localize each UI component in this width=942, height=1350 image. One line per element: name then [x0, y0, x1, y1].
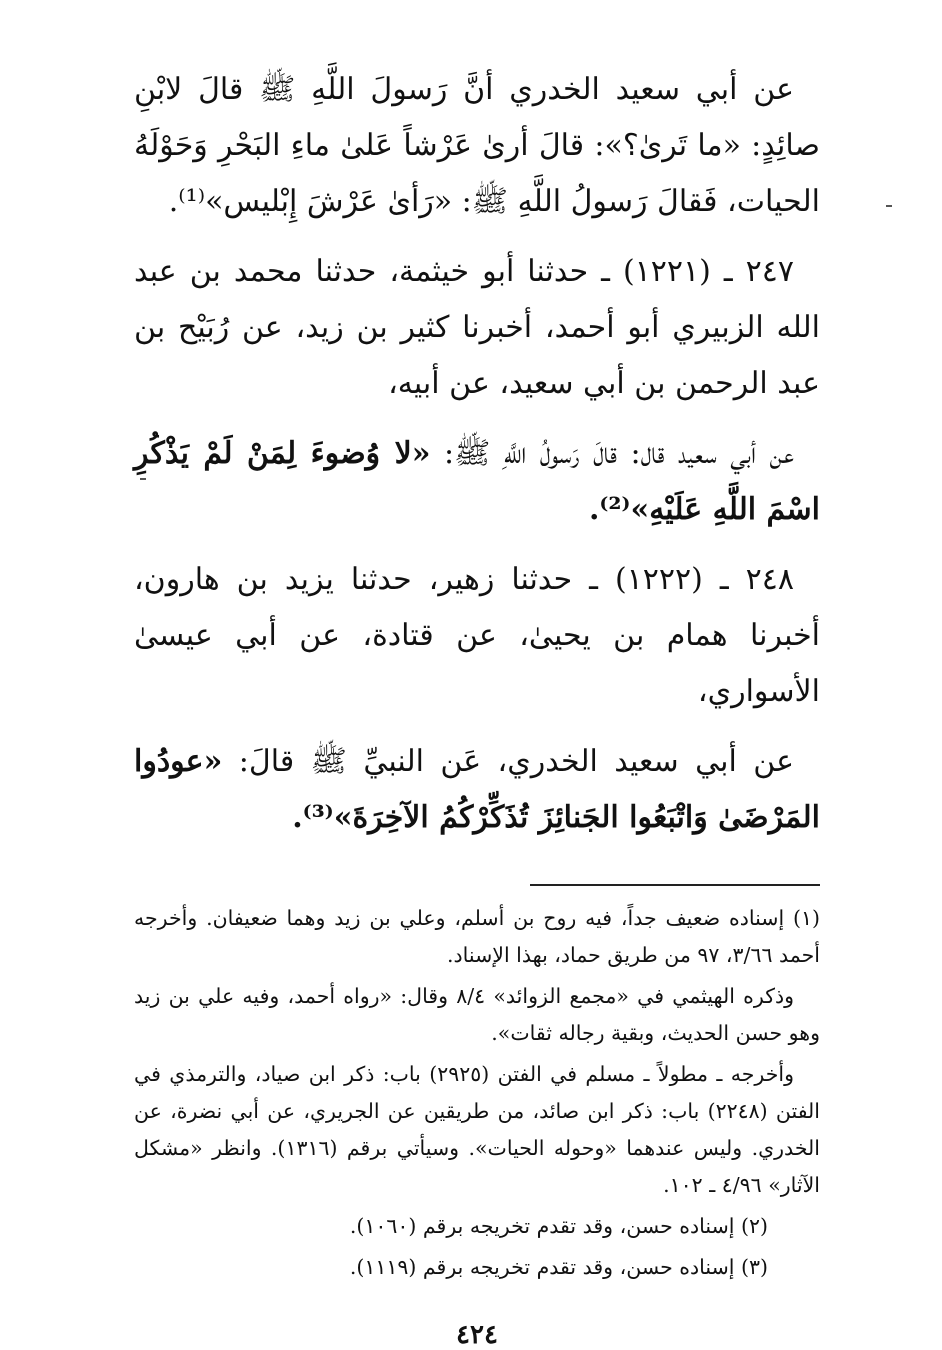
footnote-separator [530, 884, 820, 886]
hadith-intro: عن أبي سعيد الخدري، عَن النبيِّ ﷺ قالَ: [238, 744, 794, 779]
hadith-text-1: عن أبي سعيد الخدري أنَّ رَسولَ اللَّهِ ﷺ قالَ لابْنِ صائِدٍ: «ما تَرىٰ؟»: قالَ أرىٰ عَرْشاً عَلىٰ ماءِ البَحْرِ وَحَوْلَهُ الحيات، فَقالَ رَسولُ اللَّهِ ﷺ: «رَأىٰ عَرْشَ إِبْليس»⁽¹⁾. [134, 72, 820, 219]
footnote-3: (٣) إسناده حسن، وقد تقدم تخريجه برقم (١١١٩). [349, 1255, 768, 1279]
hadith-quote: «لا وُضوءَ لِمَنْ لَمْ يَذْكُرِ اسْمَ اللَّهِ عَلَيْهِ»⁽²⁾. [134, 436, 820, 527]
page-number: ٤٢٤ [456, 1320, 498, 1350]
footnotes [134, 900, 820, 1286]
main-text [134, 62, 820, 846]
footnote-1-cont: وذكره الهيثمي في «مجمع الزوائد» ٨/٤ وقال: «رواه أحمد، وفيه علي بن زيد وهو حسن الحديث، وبقية رجاله ثقات». [134, 984, 820, 1045]
footnote-2: (٢) إسناده حسن، وقد تقدم تخريجه برقم (١٠٦٠). [349, 1214, 768, 1238]
scan-mark [886, 205, 892, 207]
hadith-text-247 [134, 426, 820, 538]
hadith-intro: عن أبي سعيد قال: قالَ رَسولُ اللَّهِ ﷺ: [443, 436, 794, 471]
footnote-1-cont: وأخرجه ـ مطولاً ـ مسلم في الفتن (٢٩٢٥) باب: ذكر ابن صياد، والترمذي في الفتن (٢٢٤٨) باب: ذكر ابن صائد، من طريقين عن الجريري، عن أبي نضرة، عن الخدري. وليس عندهما «وحوله الحيات». وسيأتي برقم (١٣١٦). وانظر «مشكل الآثار» ٤/٩٦ ـ ١٠٢. [134, 1062, 820, 1197]
scan-mark [140, 478, 146, 480]
isnad-247: ٢٤٧ ـ (١٢٢١) ـ حدثنا أبو خيثمة، حدثنا محمد بن عبد الله الزبيري أبو أحمد، أخبرنا كثير بن زيد، عن رُبَيْح بن عبد الرحمن بن أبي سعيد، عن أبيه، [134, 254, 820, 401]
isnad-248: ٢٤٨ ـ (١٢٢٢) ـ حدثنا زهير، حدثنا يزيد بن هارون، أخبرنا همام بن يحيىٰ، عن قتادة، عن أبي عيسىٰ الأسواري، [134, 562, 820, 709]
hadith-text-248 [134, 734, 820, 846]
footnote-1: (١) إسناده ضعيف جداً، فيه روح بن أسلم، وعلي بن زيد وهما ضعيفان. وأخرجه أحمد ٣/٦٦، ٩٧ من طريق حماد، بهذا الإسناد. [134, 906, 820, 967]
hadith-quote: «عودُوا المَرْضَىٰ وَاتْبَعُوا الجَنائِزَ تُذَكِّرْكُمُ الآخِرَةَ»⁽³⁾. [134, 744, 820, 835]
